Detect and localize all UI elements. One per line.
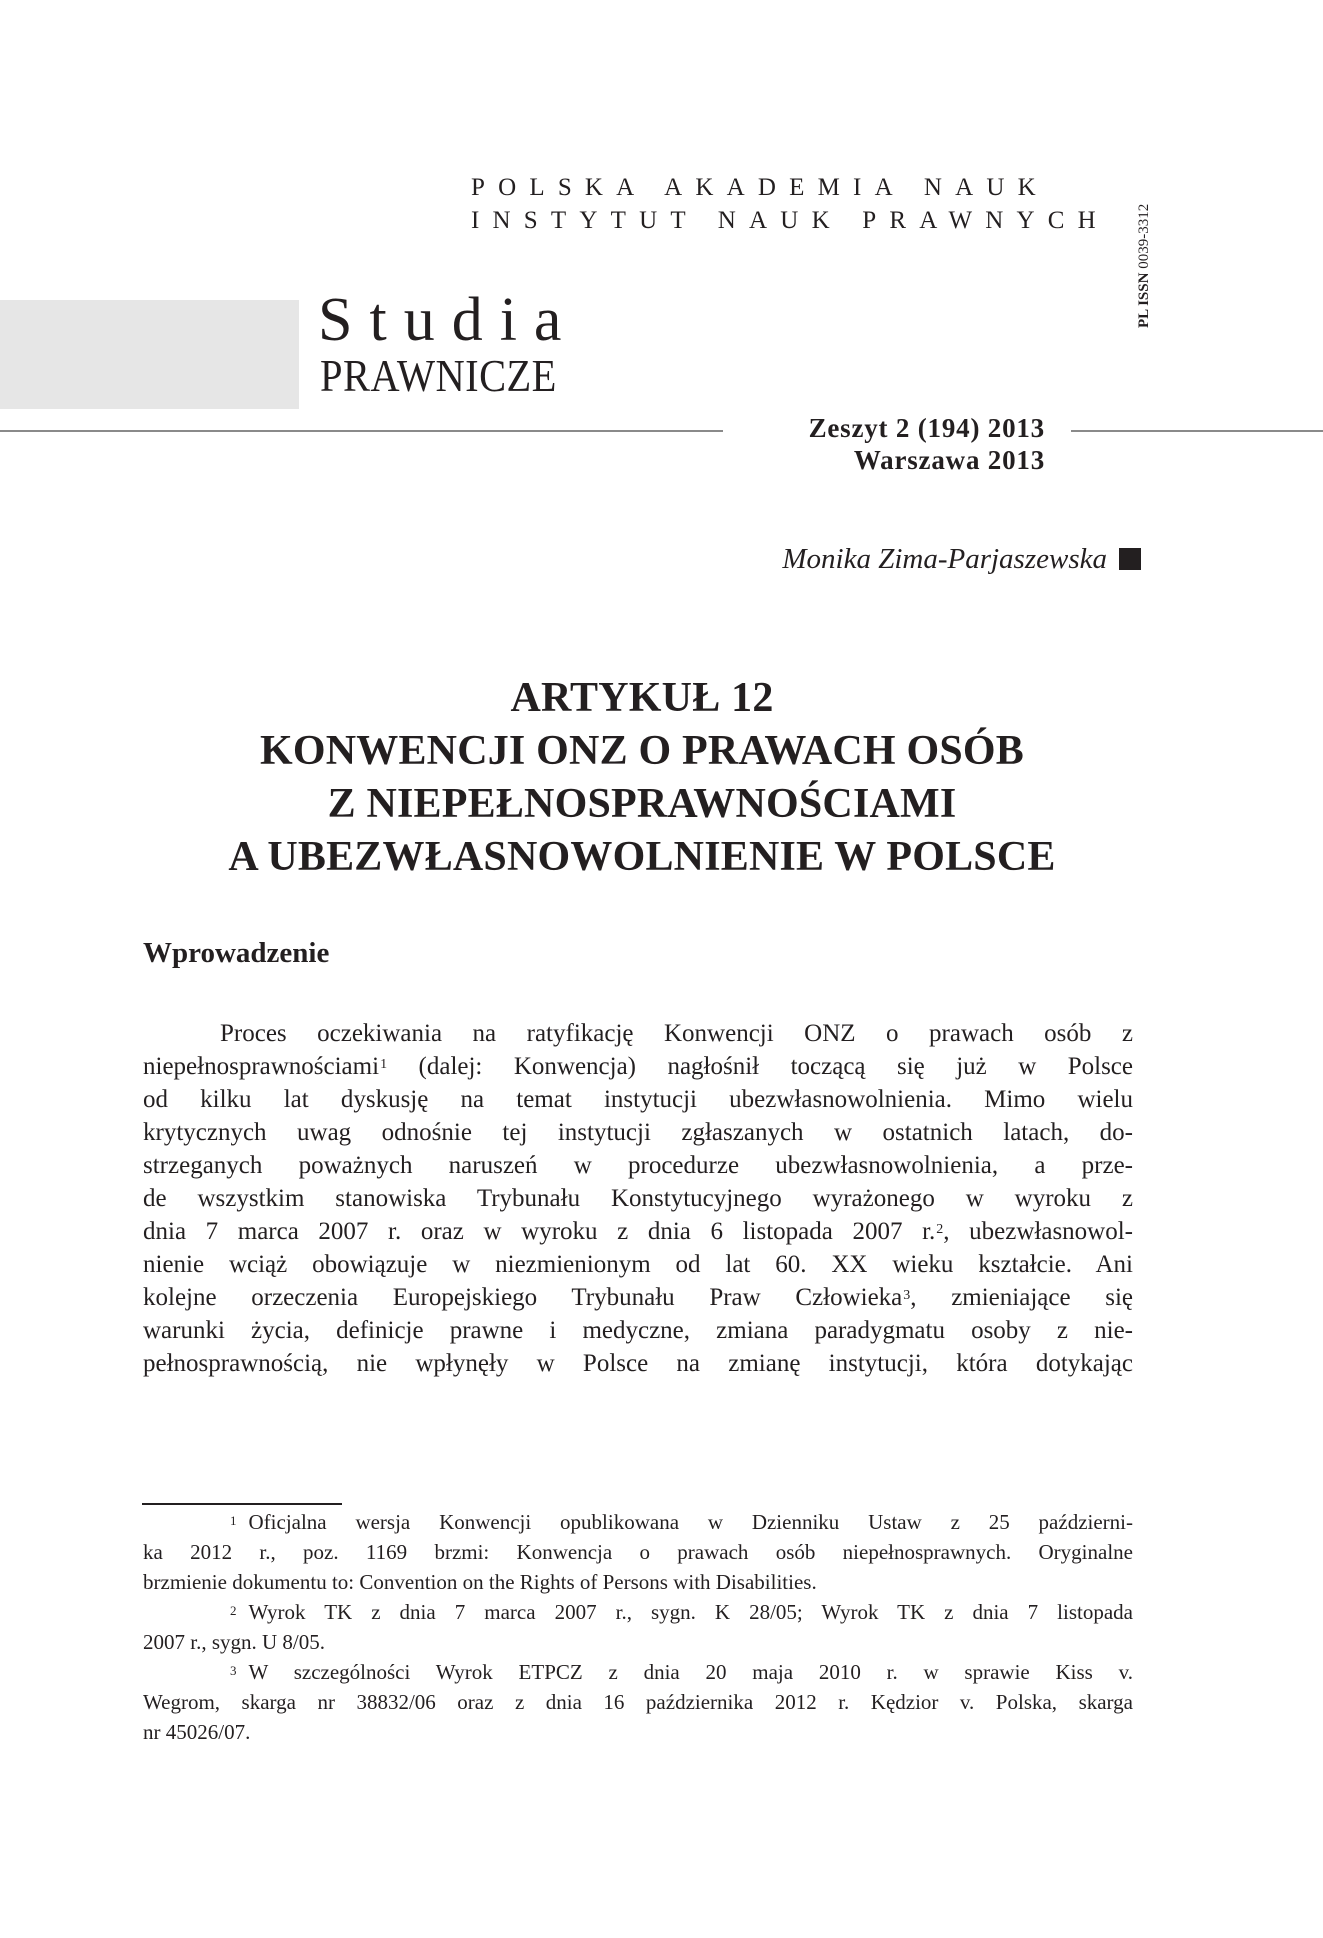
issn-prefix: PL ISSN (1136, 272, 1152, 328)
body-text-fragment: niepełnosprawnościami (143, 1053, 380, 1080)
title-line: ARTYKUŁ 12 (510, 675, 774, 721)
institute-name: INSTYTUT NAUK PRAWNYCH (471, 207, 1109, 234)
footnote-separator (142, 1503, 342, 1505)
author-byline (782, 542, 1141, 576)
body-text-fragment: kolejne orzeczenia Europejskiego Trybunału Praw Człowieka (143, 1284, 903, 1311)
footnote-1 (143, 1507, 1133, 1537)
footnote-line: ka 2012 r., poz. 1169 brzmi: Konwencja o prawach osób niepełnosprawnych. Oryginalne (143, 1540, 1133, 1564)
footnote-ref-3[interactable]: 3 (903, 1288, 911, 1303)
title-line: Z NIEPEŁNOSPRAWNOŚCIAMI (327, 781, 957, 827)
journal-logo-box (0, 300, 299, 409)
body-line: krytycznych uwag odnośnie tej instytucji zgłaszanych w ostatnich latach, do- (143, 1119, 1133, 1146)
body-line (143, 1281, 1133, 1314)
footnote-text: W szczególności Wyrok ETPCZ z dnia 20 maja 2010 r. w sprawie Kiss v. (248, 1660, 1133, 1684)
black-square-icon (1119, 548, 1141, 570)
body-line: pełnosprawnością, nie wpłynęły w Polsce na zmianę instytucji, która dotykając (143, 1350, 1133, 1377)
footnote-2 (143, 1597, 1133, 1627)
body-text-fragment: (dalej: Konwencja) nagłośnił toczącą się już w Polsce (387, 1053, 1133, 1080)
footnote-3 (143, 1657, 1133, 1687)
header-rule-left (0, 430, 723, 432)
body-line: de wszystkim stanowiska Trybunału Konstytucyjnego wyrażonego w wyroku z (143, 1185, 1133, 1212)
footnote-number: 3 (230, 1663, 237, 1678)
body-line: nienie wciąż obowiązuje w niezmienionym od lat 60. XX wieku kształcie. Ani (143, 1251, 1133, 1278)
body-line (143, 1215, 1133, 1248)
institution-name: POLSKA AKADEMIA NAUK (471, 174, 1049, 201)
author-name: Monika Zima-Parjaszewska (782, 543, 1107, 575)
journal-title-sub: PRAWNICZE (320, 350, 557, 401)
footnote-line: Wegrom, skarga nr 38832/06 oraz z dnia 16 października 2012 r. Kędzior v. Polska, skarga (143, 1690, 1133, 1714)
footnote-line: 2007 r., sygn. U 8/05. (143, 1630, 326, 1654)
footnote-number: 2 (230, 1603, 237, 1618)
body-line: od kilku lat dyskusję na temat instytucji ubezwłasnowolnienia. Mimo wielu (143, 1086, 1133, 1113)
footnote-line: nr 45026/07. (143, 1720, 251, 1744)
header-rule-right (1071, 430, 1323, 432)
body-line (143, 1050, 1133, 1083)
body-text-fragment: , ubezwłasnowol- (943, 1218, 1134, 1245)
footnote-ref-1[interactable]: 1 (380, 1057, 388, 1072)
footnote-ref-2[interactable]: 2 (936, 1222, 944, 1237)
journal-title-main: Studia (318, 286, 579, 354)
footnotes (143, 1507, 1133, 1747)
title-line: KONWENCJI ONZ O PRAWACH OSÓB (259, 728, 1025, 774)
title-line: A UBEZWŁASNOWOLNIENIE W POLSCE (228, 834, 1056, 880)
body-line: strzeganych poważnych naruszeń w procedurze ubezwłasnowolnienia, a prze- (143, 1152, 1133, 1179)
body-line: warunki życia, definicje prawne i medyczne, zmiana paradygmatu osoby z nie- (143, 1317, 1133, 1344)
article-title (142, 672, 1142, 884)
issue-label: Zeszyt 2 (194) 2013 (808, 413, 1045, 443)
place-year-label: Warszawa 2013 (853, 445, 1045, 475)
body-text-fragment: , zmieniające się (910, 1284, 1133, 1311)
footnote-text: Oficjalna wersja Konwencji opublikowana w Dzienniku Ustaw z 25 październi- (248, 1510, 1133, 1534)
footnote-text: Wyrok TK z dnia 7 marca 2007 r., sygn. K 28/05; Wyrok TK z dnia 7 listopada (248, 1600, 1133, 1624)
footnote-line: brzmienie dokumentu to: Convention on the Rights of Persons with Disabilities. (143, 1570, 817, 1594)
body-paragraph (143, 1017, 1133, 1380)
body-line: Proces oczekiwania na ratyfikację Konwencji ONZ o prawach osób z (220, 1020, 1133, 1047)
section-heading: Wprowadzenie (143, 937, 330, 969)
footnote-number: 1 (230, 1513, 237, 1528)
issn-label (1132, 168, 1156, 328)
body-text-fragment: dnia 7 marca 2007 r. oraz w wyroku z dnia 6 listopada 2007 r. (143, 1218, 936, 1245)
issn-number: 0039-3312 (1136, 203, 1152, 269)
